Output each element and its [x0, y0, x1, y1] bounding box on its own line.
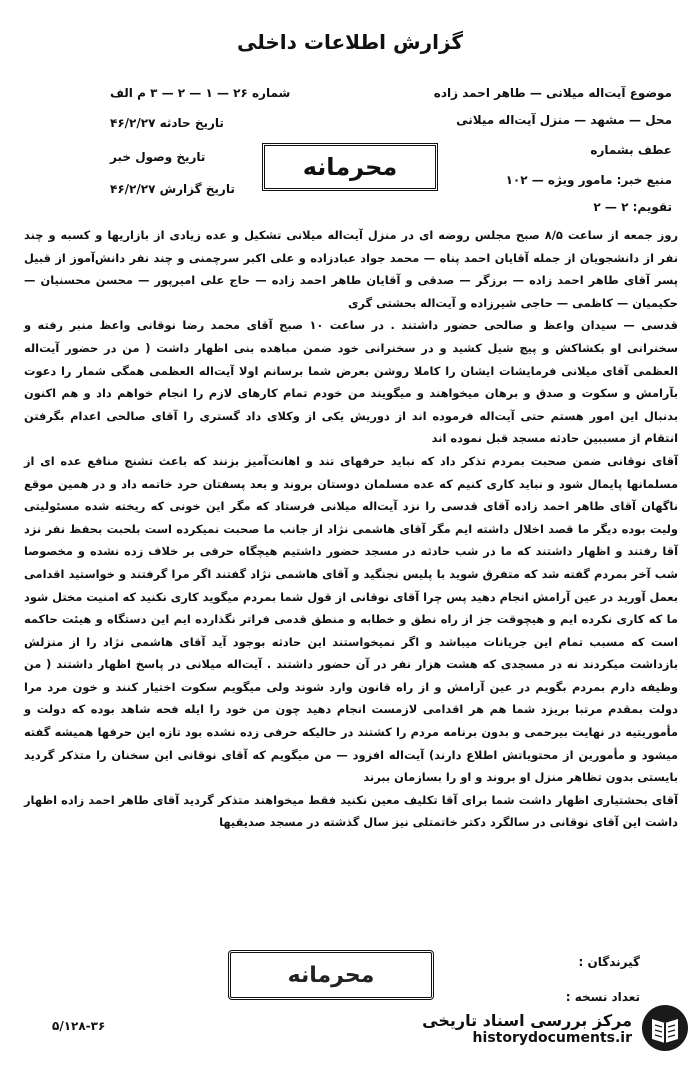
number-field: شماره ۲۶ — ۱ — ۲ — ۳ م الف [110, 86, 291, 100]
bottom-confidential-stamp: محرمانه [228, 950, 434, 1000]
report-date-field: تاریخ گزارش ۴۶/۲/۲۷ [110, 182, 235, 196]
document-title: گزارش اطلاعات داخلی [236, 30, 464, 54]
copies-label: تعداد نسخه : [565, 990, 640, 1004]
confidential-stamp: محرمانه [262, 143, 438, 191]
body-paragraph: قدسی — سیدان واعظ و صالحی حضور داشتند . در ساعت ۱۰ صبح آقای محمد رضا نوقانی واعظ منبر رفته و سخنرانی او بکشاکش و پیچ شیل کشید و در سخنرانی خود ضمن مباهده بنی اظهار داشت ( من در حضور آیت‌اله العظمی آقای میلانی فرمایشات ایشان را کاملا روشن بعرض شما برسانم اولا آیت‌اله العظمی همگی شمار را دعوت بآرامش و سکوت و صدق و برهان میخواهند و میگویند من خودم تمام کارهای لازم را انجام خواهم داد و هم اکنون بدنبال این امور هستم حتی آیت‌اله فرموده اند از دوریش یکی از وکلای داد گستری را آقای صالحی اعدام بگرفتن انتقام از مسببین حادثه مسجد قبل نموده اند [24, 318, 678, 446]
subject-field: موضوع آیت‌اله میلانی — طاهر احمد زاده [433, 86, 672, 100]
document-code: ۵/۱۲۸-۳۶ [52, 1019, 106, 1033]
attached-field: عطف بشماره [590, 143, 672, 157]
watermark-name: مرکز بررسی اسناد تاریخی [422, 1010, 632, 1030]
event-date-field: تاریخ حادثه ۴۶/۲/۲۷ [110, 116, 224, 130]
report-body [24, 224, 678, 834]
source-field: منبع خبر: مامور ویژه — ۱۰۲ [505, 173, 672, 187]
location-field: محل — مشهد — منزل آیت‌اله میلانی [456, 113, 672, 127]
watermark-site: historydocuments.ir [472, 1029, 632, 1046]
evaluation-field: تقویم: ۲ — ۲ [593, 200, 672, 214]
receipt-date-field: تاریخ وصول خبر [110, 150, 206, 164]
body-paragraph: آقای نوقانی ضمن صحبت بمردم تذکر داد که نباید حرفهای تند و اهانت‌آمیز بزنند که باعث تشنج منافع عده ای از مسلمانها پایمال شود و نباید کاری کنیم که عده مسلمان دوستان بروند و بعد پسفتان حرد خاتمه داد و در همین موقع ناگهان آقای طاهر احمد زاده آقای قدسی را نزد آیت‌اله میلانی فرستاد که مگر این خونی که ریخته شده مسئولیتی ولیت بوده دیگر ما قصد اخلال داشته ایم مگر آقای هاشمی نژاد از جانب ما صحبت نمیکرده است بلحبت بحفظ نفر نزد آقا رفتند و اظهار داشتند که ما در شب حادثه در مسجد حضور داشتیم هیچگاه حرفی بر خلاف زده نشده و مخصوصا شب آخر بمردم گفته شد که متفرق شوید با پلیس نجنگید و آقای هاشمی نژاد گفتند اگر مرا گرفتند و خواستید اقدامی بعمل آورید در عین آرامش انجام دهید پس چرا آقای نوقانی از قول شما بمردم میگوید کاری نکنید که امنیت مختل شود ما که کاری نکرده ایم و هیچوقت جز از راه نطق و خطابه و منطق قدمی فراتر نگذارده ایم این دستگاه و هیئت حاکمه است که مسبب تمام این جریانات میباشد و اگر نمیخواستند این حادثه بوجود آید آقای هاشمی نژاد را از منزلش بازداشت میکردند نه در مسجدی که هشت هزار نفر در آن حضور داشتند . آیت‌اله میلانی در پاسخ اظهار داشتند ( من وظیفه دارم بمردم بگویم در عین آرامش و از راه قانون وارد شوند ولی میگویم سکوت اختیار کنند و خون مرد مرا دولت بمقدم مرتبا بریزد شما هم هر اقدامی لازمست انجام دهید چون من خود را ایله فحه شاهد بوده که دولت و مأموریتیه در نهایت بیرحمی و بدون برنامه مردم را کشتند در حالیکه حرفی زده نشده بود تازه این حرفها همیشه گفته میشود و مأمورین از محتویاتش اطلاع دارند) آیت‌اله افزود — من میگویم که آقای نوقانی این سخنان را متذکر گردید بایستی بدون تظاهر منزل او بروند و او را بسازمان ببرند [24, 453, 678, 785]
archive-logo-icon [640, 1003, 690, 1053]
body-paragraph: آقای بحشتیاری اظهار داشت شما برای آقا تکلیف معین نکنید فقط میخواهند متذکر گردید آقای طاهر احمد زاده اظهار داشت این آقای نوقانی در سالگرد دکتر خاتمتلی نیز سال گذشته در مسجد صدیقیها [24, 792, 678, 830]
recipients-label: گیرندگان : [578, 955, 640, 969]
body-paragraph: روز جمعه از ساعت ۸/۵ صبح مجلس روضه ای در منزل آیت‌اله میلانی تشکیل و عده زیادی از بازاریها و کسبه و چند نفر از دانشجویان از جمله آقایان احمد پناه — محمد جواد عبادزاده و علی اکبر سرچمنی و چند نفر دانش‌آموز از قبیل پسر آقای طاهر احمد زاده — برزگر — صدقی و آقایان طاهر احمد زاده — حاج علی امیرپور — محسن محسنیان — حکیمیان — کاظمی — حاجی شیرزاده و آیت‌اله بحشتی گری [24, 228, 678, 310]
archive-watermark [400, 998, 690, 1058]
